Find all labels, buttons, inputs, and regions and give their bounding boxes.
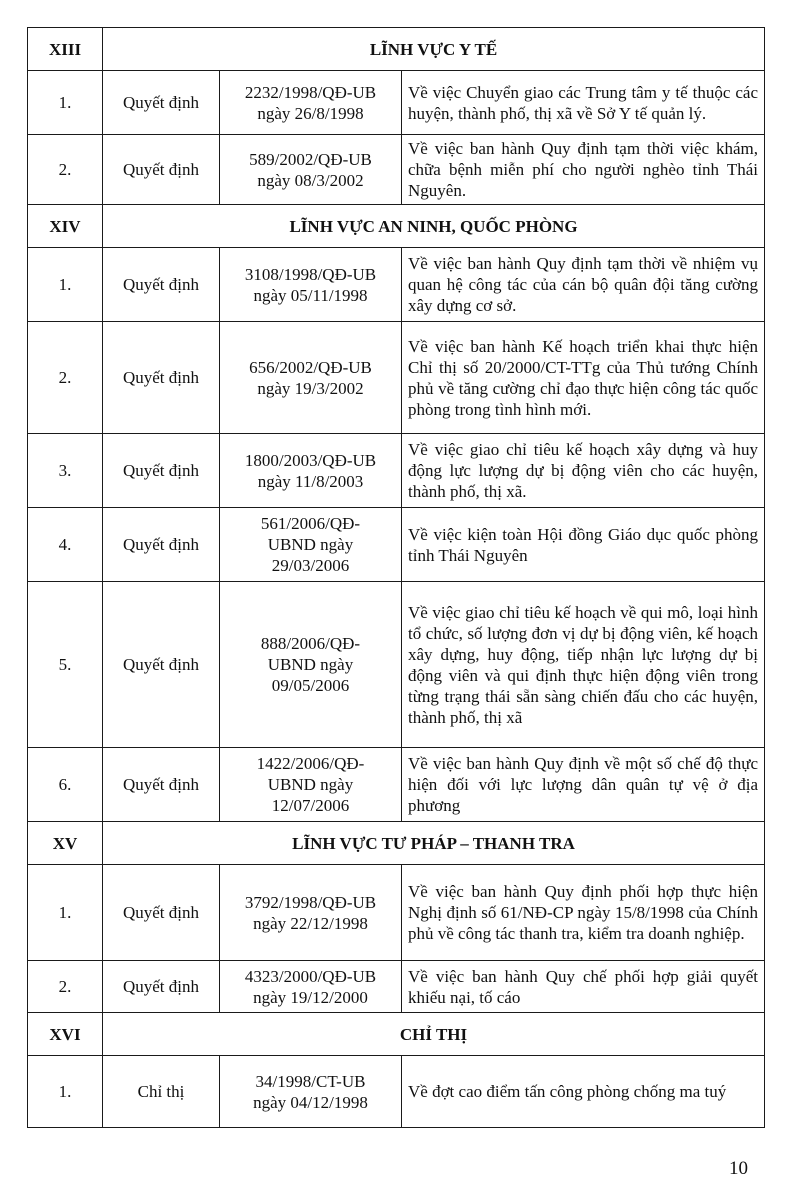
- document-reference: [220, 961, 402, 1013]
- table-row: [28, 961, 765, 1013]
- document-description: Về việc giao chỉ tiêu kế hoạch xây dựng và huy động lực lượng dự bị động viên cho các huyện, thành phố, thị xã.: [402, 434, 765, 508]
- table-row: [28, 748, 765, 822]
- document-reference: [220, 748, 402, 822]
- row-number: 1.: [28, 248, 103, 322]
- section-header-row: [28, 205, 765, 248]
- table-row: [28, 582, 765, 748]
- reference-line: UBND ngày: [267, 655, 354, 674]
- reference-line: 561/2006/QĐ-: [260, 514, 361, 533]
- document-description: Về việc kiện toàn Hội đồng Giáo dục quốc phòng tỉnh Thái Nguyên: [402, 508, 765, 582]
- section-header-row: [28, 28, 765, 71]
- row-number: 1.: [28, 71, 103, 135]
- reference-line: 656/2002/QĐ-UB: [249, 357, 372, 377]
- document-description: Về việc ban hành Quy định về một số chế độ thực hiện đối với lực lượng dân quân tự vệ ở địa phương: [402, 748, 765, 822]
- row-number: 2.: [28, 322, 103, 434]
- page-number: 10: [729, 1158, 748, 1179]
- reference-line: 3108/1998/QĐ-UB: [244, 264, 377, 284]
- document-reference: [220, 248, 402, 322]
- reference-line: ngày 22/12/1998: [253, 913, 368, 933]
- section-header-row: [28, 1013, 765, 1056]
- reference-line: ngày 26/8/1998: [257, 103, 364, 123]
- document-description: Về việc ban hành Quy chế phối hợp giải quyết khiếu nại, tố cáo: [402, 961, 765, 1013]
- reference-line: 888/2006/QĐ-: [260, 634, 361, 653]
- document-reference: [220, 434, 402, 508]
- reference-line: 09/05/2006: [271, 676, 350, 695]
- reference-line: 34/1998/CT-UB: [255, 1071, 366, 1091]
- row-number: 1.: [28, 1056, 103, 1128]
- table-row: [28, 865, 765, 961]
- reference-line: UBND ngày: [267, 535, 354, 554]
- section-number: XIII: [28, 28, 103, 71]
- row-number: 2.: [28, 961, 103, 1013]
- reference-line: UBND ngày: [267, 775, 354, 794]
- reference-line: 4323/2000/QĐ-UB: [244, 966, 377, 986]
- document-type: Chỉ thị: [103, 1056, 220, 1128]
- document-description: Về việc ban hành Quy định tạm thời việc khám, chữa bệnh miễn phí cho người nghèo tỉnh Thái Nguyên.: [402, 135, 765, 205]
- reference-line: 29/03/2006: [271, 556, 350, 575]
- document-table: [27, 27, 765, 1128]
- document-type: Quyết định: [103, 248, 220, 322]
- document-description: Về việc ban hành Quy định tạm thời về nhiệm vụ quan hệ công tác của cán bộ quân đội tăng cường xây dựng cơ sở.: [402, 248, 765, 322]
- row-number: 1.: [28, 865, 103, 961]
- reference-line: ngày 19/3/2002: [257, 378, 364, 398]
- table-row: [28, 71, 765, 135]
- row-number: 6.: [28, 748, 103, 822]
- reference-line: 1422/2006/QĐ-: [256, 754, 365, 773]
- document-type: Quyết định: [103, 865, 220, 961]
- document-type: Quyết định: [103, 434, 220, 508]
- document-type: Quyết định: [103, 322, 220, 434]
- document-description: Về đợt cao điểm tấn công phòng chống ma tuý: [402, 1056, 765, 1128]
- section-number: XVI: [28, 1013, 103, 1056]
- reference-line: ngày 11/8/2003: [257, 471, 364, 491]
- section-title: LĨNH VỰC Y TẾ: [103, 28, 765, 71]
- document-type: Quyết định: [103, 961, 220, 1013]
- document-description: Về việc ban hành Quy định phối hợp thực hiện Nghị định số 61/NĐ-CP ngày 15/8/1998 của Chính phủ về công tác thanh tra, kiểm tra doanh nghiệp.: [402, 865, 765, 961]
- row-number: 5.: [28, 582, 103, 748]
- section-number: XV: [28, 822, 103, 865]
- section-header-row: [28, 822, 765, 865]
- reference-line: 12/07/2006: [271, 796, 350, 815]
- table-row: [28, 1056, 765, 1128]
- table-row: [28, 434, 765, 508]
- document-description: Về việc ban hành Kế hoạch triển khai thực hiện Chỉ thị số 20/2000/CT-TTg của Thủ tướng Chính phủ về tăng cường chỉ đạo thực hiện công tác quốc phòng trong tình hình mới.: [402, 322, 765, 434]
- document-type: Quyết định: [103, 582, 220, 748]
- row-number: 4.: [28, 508, 103, 582]
- document-reference: [220, 1056, 402, 1128]
- section-title: LĨNH VỰC TƯ PHÁP – THANH TRA: [103, 822, 765, 865]
- document-reference: [220, 582, 402, 748]
- table-row: [28, 322, 765, 434]
- document-type: Quyết định: [103, 71, 220, 135]
- table-body: [28, 28, 765, 1128]
- table-row: [28, 248, 765, 322]
- reference-line: ngày 05/11/1998: [253, 285, 368, 305]
- section-title: CHỈ THỊ: [103, 1013, 765, 1056]
- table-row: [28, 508, 765, 582]
- section-title: LĨNH VỰC AN NINH, QUỐC PHÒNG: [103, 205, 765, 248]
- document-type: Quyết định: [103, 135, 220, 205]
- document-type: Quyết định: [103, 508, 220, 582]
- reference-line: 589/2002/QĐ-UB: [249, 149, 372, 169]
- reference-line: ngày 04/12/1998: [253, 1092, 368, 1112]
- document-reference: [220, 865, 402, 961]
- document-description: Về việc Chuyển giao các Trung tâm y tế thuộc các huyện, thành phố, thị xã về Sở Y tế quản lý.: [402, 71, 765, 135]
- document-reference: [220, 508, 402, 582]
- document-reference: [220, 71, 402, 135]
- reference-line: ngày 08/3/2002: [257, 170, 364, 190]
- reference-line: 2232/1998/QĐ-UB: [244, 82, 377, 102]
- document-reference: [220, 322, 402, 434]
- document-description: Về việc giao chỉ tiêu kế hoạch về qui mô, loại hình tổ chức, số lượng đơn vị dự bị động viên, kế hoạch xây dựng, huy động, tiếp nhận lực lượng dự bị động viên và qui định thực hiện động viên trong từng trạng thái sẵn sàng chiến đấu cho các huyện, thành phố, thị xã: [402, 582, 765, 748]
- reference-line: ngày 19/12/2000: [253, 987, 368, 1007]
- row-number: 3.: [28, 434, 103, 508]
- table-row: [28, 135, 765, 205]
- section-number: XIV: [28, 205, 103, 248]
- document-reference: [220, 135, 402, 205]
- document-type: Quyết định: [103, 748, 220, 822]
- row-number: 2.: [28, 135, 103, 205]
- reference-line: 1800/2003/QĐ-UB: [244, 450, 377, 470]
- reference-line: 3792/1998/QĐ-UB: [244, 892, 377, 912]
